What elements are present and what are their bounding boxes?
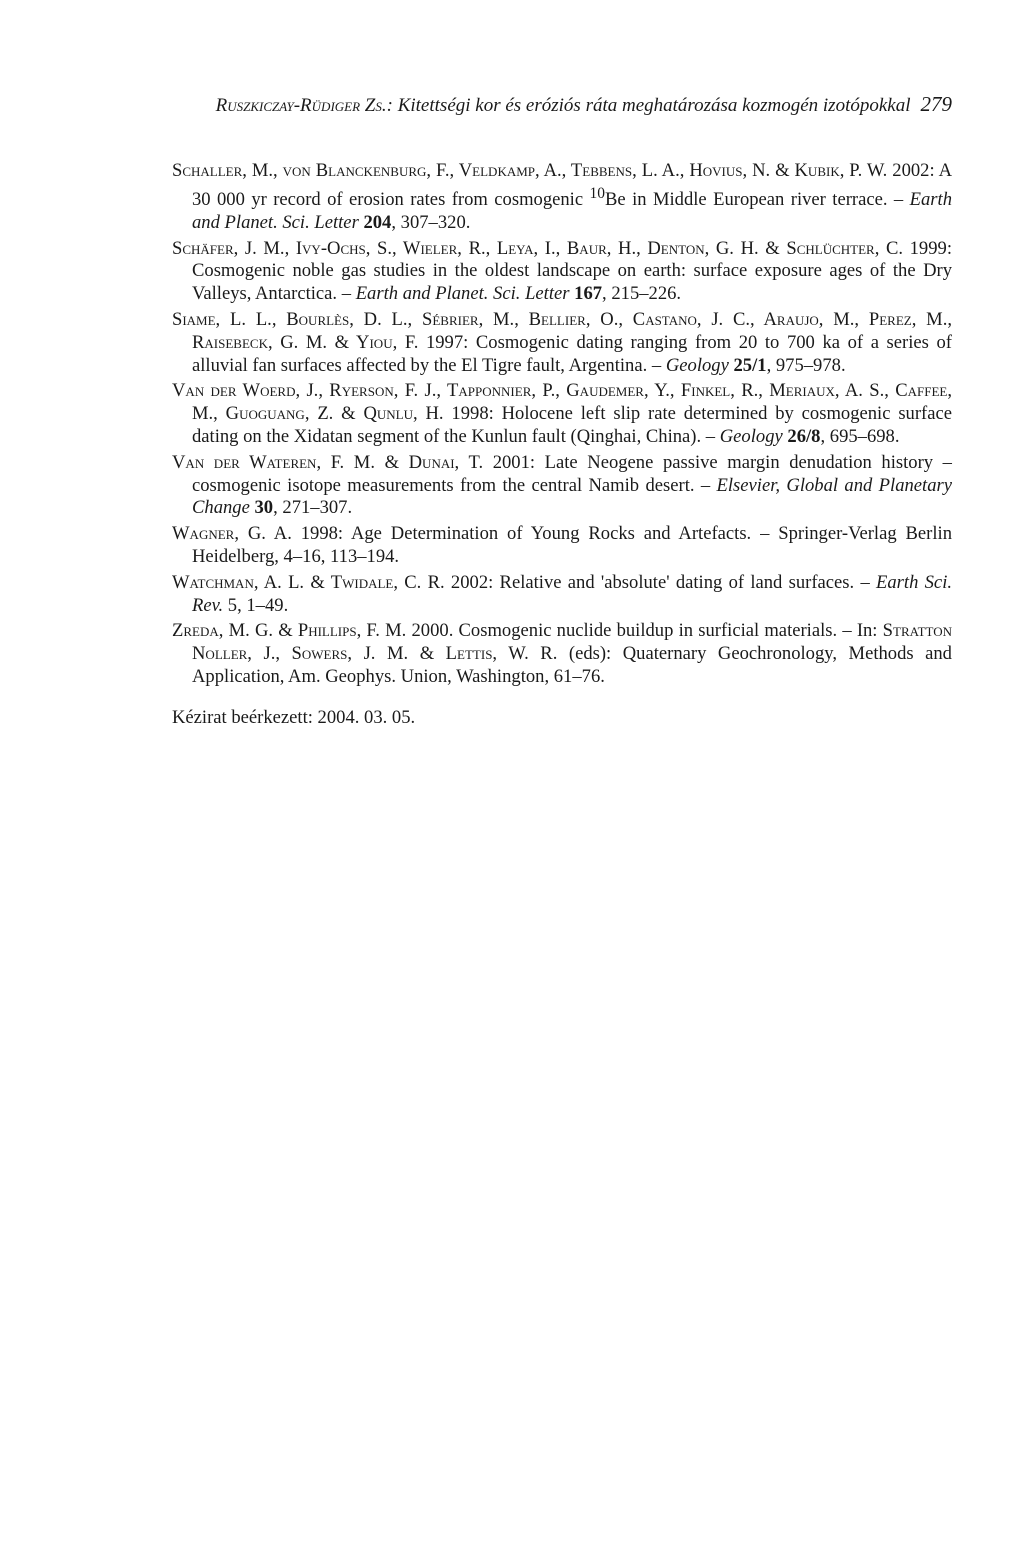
reference-item [172, 452, 952, 520]
header-author: Ruszkiczay-Rüdiger Zs. [215, 95, 387, 116]
ref-title: 1998: Holocene left slip rate determined by cosmogenic surface dating on the Xidatan segment of the Kunlun fault (Qinghai, China). – [192, 403, 952, 447]
ref-journal: Elsevier, Global and Planetary Change [192, 474, 952, 519]
ref-volume: 204 [358, 211, 392, 233]
ref-authors: Van der Wateren, F. M. & Dunai, T. [172, 451, 484, 473]
ref-pages: , 271–307. [273, 497, 353, 519]
ref-volume: 167 [569, 283, 603, 305]
ref-journal: Geology [665, 354, 729, 376]
ref-authors: Schaller, M., von Blanckenburg, F., Veldkamp, A., Tebbens, L. A., Hovius, N. & Kubik, P. W. [172, 160, 888, 181]
ref-journal: Earth and Planet. Sci. Letter [355, 283, 570, 305]
ref-title: 2000. Cosmogenic nuclide buildup in surficial materials. – In: [406, 620, 883, 642]
ref-title: 1999: Cosmogenic noble gas studies in the oldest landscape on earth: surface exposure ages of the Dry Valleys, Antarctica. – [192, 237, 952, 305]
ref-pages: , 695–698. [820, 425, 900, 447]
reference-list [172, 160, 952, 748]
ref-pages: , 307–320. [391, 211, 471, 233]
reference-item [172, 238, 952, 306]
header-title: : Kitettségi kor és eróziós ráta meghatározása kozmogén izotópokkal [386, 95, 911, 116]
ref-authors: Zreda, M. G. & Phillips, F. M. [172, 620, 407, 642]
reference-item [172, 380, 952, 448]
ref-volume: 30 [249, 497, 274, 519]
ref-title: 2002: Relative and 'absolute' dating of land surfaces. – [444, 571, 877, 593]
reference-item [172, 309, 952, 377]
ref-pages: , 215–226. [602, 283, 682, 305]
ref-journal: Geology [719, 425, 783, 447]
reference-item [172, 620, 952, 688]
manuscript-received-date: Kézirat beérkezett: 2004. 03. 05. [172, 706, 416, 728]
ref-volume: 26/8 [782, 425, 821, 447]
ref-authors: Schäfer, J. M., Ivy-Ochs, S., Wieler, R., Leya, I., Baur, H., Denton, G. H. & Schlüchter, C. [172, 237, 904, 259]
ref-authors: Wagner, G. A. [172, 523, 292, 545]
ref-title: 1997: Cosmogenic dating ranging from 20 to 700 ka of a series of alluvial fan surfaces affected by the El Tigre fault, Argentina. – [192, 331, 952, 376]
page-number: 279 [920, 92, 952, 116]
ref-authors: Watchman, A. L. & Twidale, C. R. [172, 571, 445, 593]
ref-volume: 25/1 [728, 354, 767, 376]
ref-title-cont: Be in Middle European river terrace. – [605, 188, 910, 210]
ref-superscript: 10 [589, 184, 606, 202]
ref-authors: Siame, L. L., Bourlès, D. L., Sébrier, M., Bellier, O., Castano, J. C., Araujo, M., Perez, M., Raisebeck, G. M. & Yiou, F. [172, 308, 952, 353]
ref-pages: , 975–978. [766, 354, 846, 376]
ref-title: 2002: A 30 000 yr record of erosion rates from cosmogenic [192, 160, 952, 210]
ref-title: 1998: Age Determination of Young Rocks and Artefacts. – Springer-Verlag Berlin Heidelberg, 4–16, 113–194. [192, 523, 952, 567]
reference-item [172, 523, 952, 569]
reference-item [172, 160, 952, 235]
running-header [172, 92, 952, 117]
ref-pages: 5, 1–49. [223, 594, 289, 616]
ref-rest: (eds): Quaternary Geochronology, Methods and Application, Am. Geophys. Union, Washington, 61–76. [192, 643, 952, 687]
ref-journal: Earth and Planet. Sci. Letter [192, 188, 952, 233]
reference-item [172, 572, 952, 618]
ref-authors: Van der Woerd, J., Ryerson, F. J., Tapponnier, P., Gaudemer, Y., Finkel, R., Meriaux, A. S., Caffee, M., Guoguang, Z. & Qunlu, H. [172, 380, 952, 425]
ref-journal: Earth Sci. Rev. [192, 571, 953, 616]
ref-title: 2001: Late Neogene passive margin denudation history – cosmogenic isotope measurements from the central Namib desert. – [192, 451, 952, 496]
ref-editors: Stratton Noller, J., Sowers, J. M. & Lettis, W. R. [192, 620, 952, 665]
